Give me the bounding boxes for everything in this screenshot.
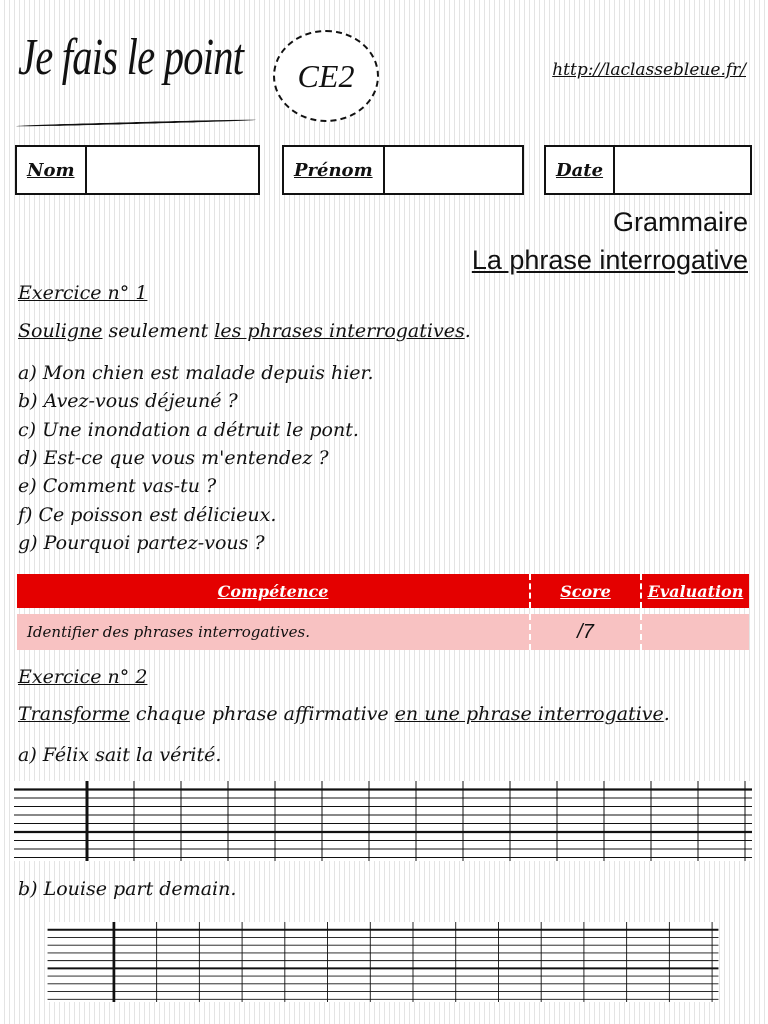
grid-background [48, 922, 719, 1002]
instruction-mid: chaque phrase affirmative [129, 703, 395, 725]
instruction-target: en une phrase interrogative [394, 703, 664, 725]
instruction-mid: seulement [102, 320, 215, 342]
score-table-header [17, 574, 749, 608]
exercise1-instruction [18, 320, 471, 342]
level-badge: CE2 [273, 30, 379, 122]
prenom-box [282, 145, 524, 195]
nom-label: Nom [17, 147, 87, 193]
score-table [17, 574, 749, 650]
instruction-end: . [464, 320, 471, 342]
exercise1-item-e[interactable]: e) Comment vas-tu ? [18, 475, 217, 497]
nom-box [15, 145, 260, 195]
writing-grid-a[interactable] [14, 781, 752, 861]
exercise1-item-f[interactable]: f) Ce poisson est délicieux. [18, 504, 277, 526]
date-label: Date [546, 147, 615, 193]
header-evaluation: Evaluation [647, 581, 744, 601]
row-competence: Identifier des phrases interrogatives. [27, 623, 310, 641]
exercise1-item-d[interactable]: d) Est-ce que vous m'entendez ? [18, 447, 329, 469]
title-underline [16, 119, 256, 127]
row-score[interactable]: /7 [529, 614, 640, 650]
worksheet-title: Je fais le point [18, 29, 244, 86]
exercise2-title: Exercice n° 2 [18, 666, 148, 688]
subject-domain: Grammaire [612, 207, 748, 237]
instruction-verb: Souligne [18, 320, 103, 342]
date-box [544, 145, 752, 195]
exercise1-title: Exercice n° 1 [18, 282, 148, 304]
website-url[interactable]: http://laclassebleue.fr/ [552, 60, 746, 80]
exercise1-item-c[interactable]: c) Une inondation a détruit le pont. [18, 419, 359, 441]
exercise1-item-a[interactable]: a) Mon chien est malade depuis hier. [18, 362, 374, 384]
score-table-row [17, 614, 749, 650]
instruction-end: . [663, 703, 670, 725]
date-field[interactable] [615, 147, 750, 193]
subject-topic: La phrase interrogative [471, 245, 748, 275]
exercise1-item-g[interactable]: g) Pourquoi partez-vous ? [18, 532, 265, 554]
header-competence: Compétence [217, 581, 329, 601]
instruction-target: les phrases interrogatives [214, 320, 465, 342]
instruction-verb: Transforme [18, 703, 130, 725]
prenom-label: Prénom [284, 147, 385, 193]
exercise2-instruction [18, 703, 670, 725]
row-evaluation[interactable] [640, 614, 749, 650]
header-score: Score [560, 581, 611, 601]
exercise2-item-a: a) Félix sait la vérité. [18, 744, 222, 766]
prenom-field[interactable] [385, 147, 522, 193]
writing-grid-b[interactable] [14, 922, 752, 1002]
exercise2-item-b: b) Louise part demain. [18, 878, 237, 900]
nom-field[interactable] [87, 147, 258, 193]
exercise1-item-b[interactable]: b) Avez-vous déjeuné ? [18, 390, 238, 412]
